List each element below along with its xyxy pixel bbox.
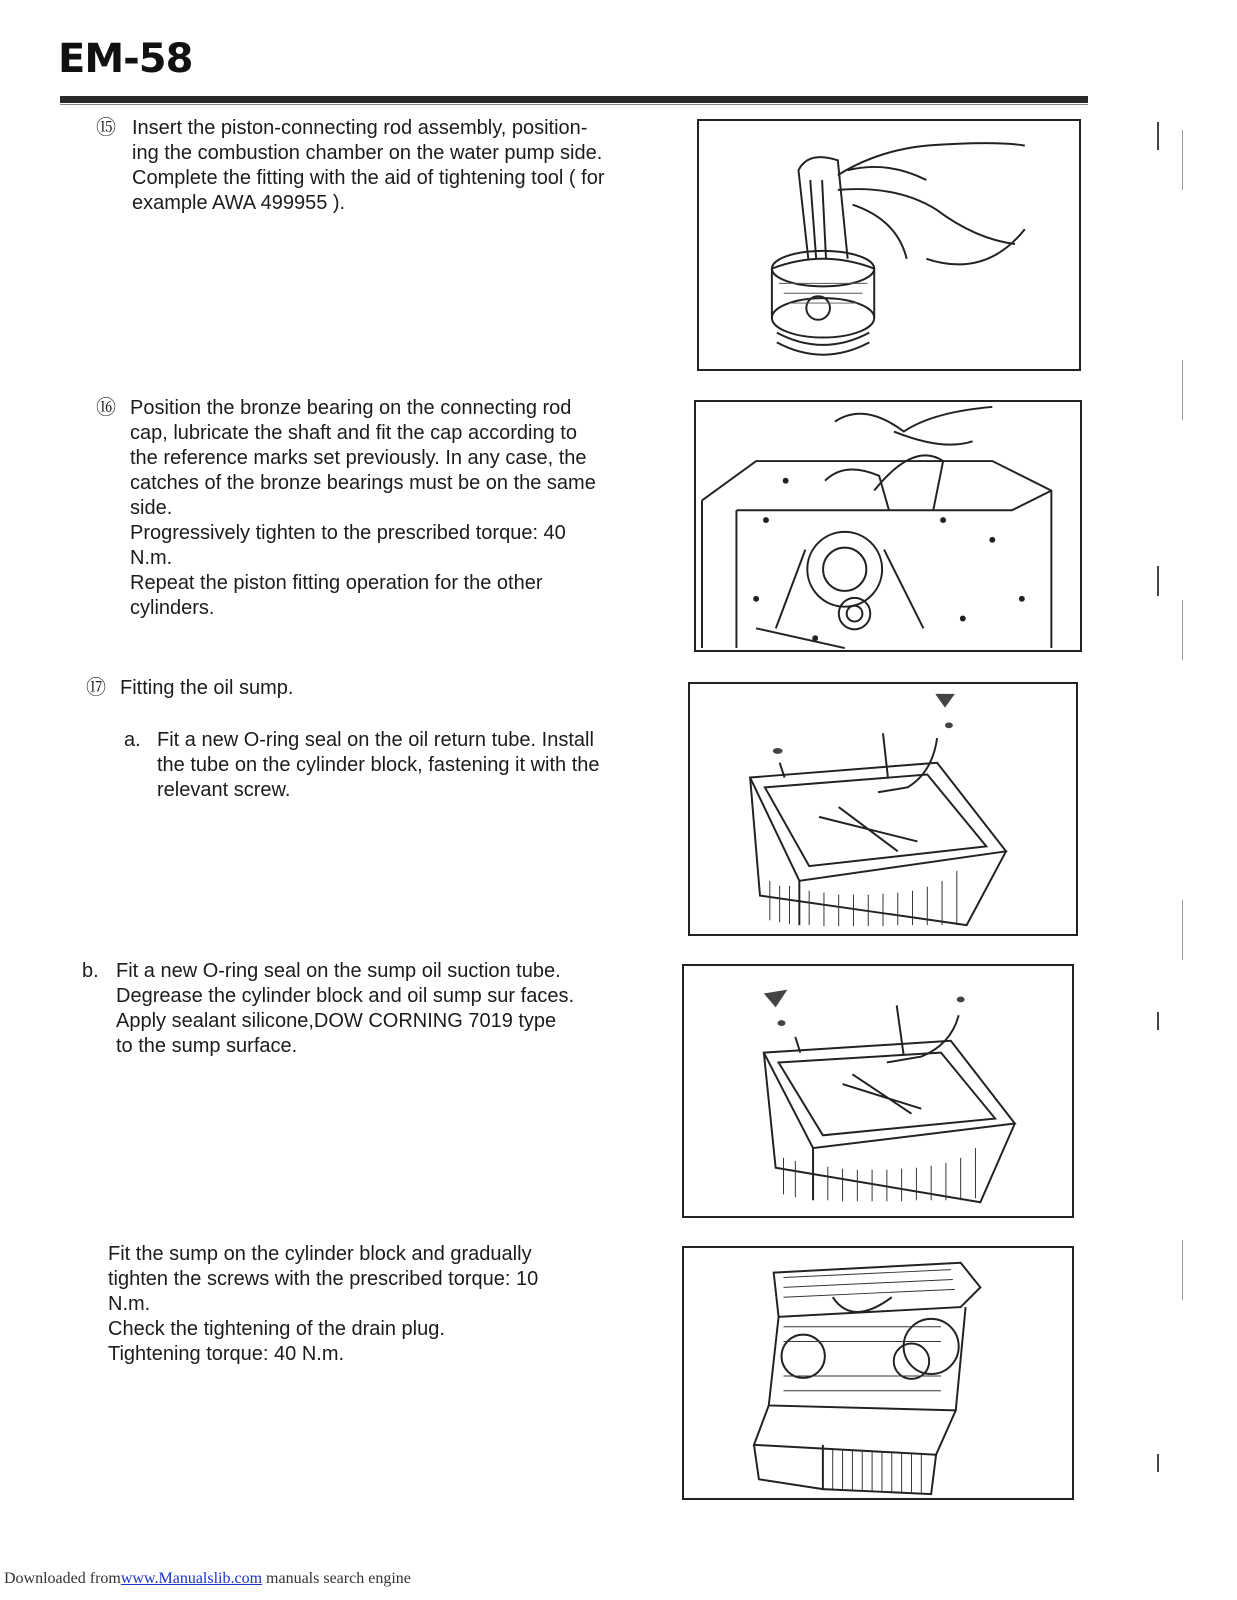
step-17a-label: a.	[124, 729, 141, 751]
manualslib-link[interactable]: www.Manualslib.com	[120, 1570, 263, 1587]
step-17b-text	[116, 959, 636, 1059]
figure-connecting-rod-cap	[694, 400, 1082, 652]
oil-sump-suction-tube-illustration	[684, 966, 1072, 1216]
step-17-final-line: tighten the screws with the prescribed torque: 10	[108, 1268, 539, 1290]
step-15-line: Insert the piston-connecting rod assembly, position-	[132, 117, 588, 139]
margin-speck	[1182, 1240, 1183, 1300]
step-15-line: Complete the fitting with the aid of tightening tool ( for	[132, 167, 605, 189]
footer-prefix: Downloaded from	[4, 1570, 121, 1587]
margin-speck	[1182, 360, 1183, 420]
step-16-line: Progressively tighten to the prescribed torque: 40	[130, 522, 566, 544]
step-16-number: ⑯	[96, 397, 116, 419]
step-17-number: ⑰	[86, 677, 106, 699]
step-17-final-line: Check the tightening of the drain plug.	[108, 1318, 445, 1340]
step-17b-line: Apply sealant silicone,DOW CORNING 7019 type	[116, 1010, 557, 1032]
margin-speck	[1182, 130, 1183, 190]
step-17b-line: Fit a new O-ring seal on the sump oil suction tube.	[116, 960, 561, 982]
step-16-line: the reference marks set previously. In any case, the	[130, 447, 587, 469]
step-17a-line: the tube on the cylinder block, fastening it with the	[157, 754, 600, 776]
step-15-number: ⑮	[96, 117, 116, 139]
step-17a-line: Fit a new O-ring seal on the oil return tube. Install	[157, 729, 594, 751]
step-15-line: example AWA 499955 ).	[132, 192, 346, 214]
figure-engine-assembly	[682, 1246, 1074, 1500]
step-16-line: cylinders.	[130, 597, 215, 619]
step-15-text	[132, 116, 652, 216]
step-16-line: Position the bronze bearing on the connecting rod	[130, 397, 572, 419]
figure-piston-insertion	[697, 119, 1081, 371]
figure-oil-return-tube	[688, 682, 1078, 936]
header-rule-thin	[60, 104, 1088, 105]
piston-insertion-illustration	[699, 121, 1079, 369]
step-17-final-line: N.m.	[108, 1293, 151, 1315]
engine-with-sump-illustration	[684, 1248, 1072, 1498]
step-17a-text	[157, 728, 637, 803]
step-17b-label: b.	[82, 960, 99, 982]
footer-suffix: manuals search engine	[266, 1570, 411, 1587]
connecting-rod-cap-illustration	[696, 402, 1080, 650]
margin-speck	[1182, 900, 1183, 960]
step-17b-line: Degrease the cylinder block and oil sump sur faces.	[116, 985, 575, 1007]
step-17-final-line: Fit the sump on the cylinder block and gradually	[108, 1243, 532, 1265]
figure-oil-suction-tube	[682, 964, 1074, 1218]
margin-speck	[1182, 600, 1183, 660]
step-17-title: Fitting the oil sump.	[120, 677, 294, 699]
page-title: EM-58	[58, 36, 193, 82]
step-16-line: side.	[130, 497, 173, 519]
step-16-text	[130, 396, 635, 621]
oil-sump-return-tube-illustration	[690, 684, 1076, 934]
download-footer	[4, 1570, 411, 1588]
step-16-line: N.m.	[130, 547, 173, 569]
step-16-line: catches of the bronze bearings must be on the same	[130, 472, 596, 494]
step-16-line: Repeat the piston fitting operation for the other	[130, 572, 543, 594]
header-rule	[60, 96, 1088, 103]
step-15-line: ing the combustion chamber on the water pump side.	[132, 142, 603, 164]
margin-mark	[1157, 1012, 1159, 1030]
margin-mark	[1157, 122, 1159, 150]
margin-mark	[1157, 1454, 1159, 1472]
step-17-final-line: Tightening torque: 40 N.m.	[108, 1343, 345, 1365]
step-17b-line: to the sump surface.	[116, 1035, 298, 1057]
step-17-final-text	[108, 1242, 622, 1367]
step-17a-line: relevant screw.	[157, 779, 291, 801]
margin-mark	[1157, 566, 1159, 596]
step-16-line: cap, lubricate the shaft and fit the cap according to	[130, 422, 577, 444]
